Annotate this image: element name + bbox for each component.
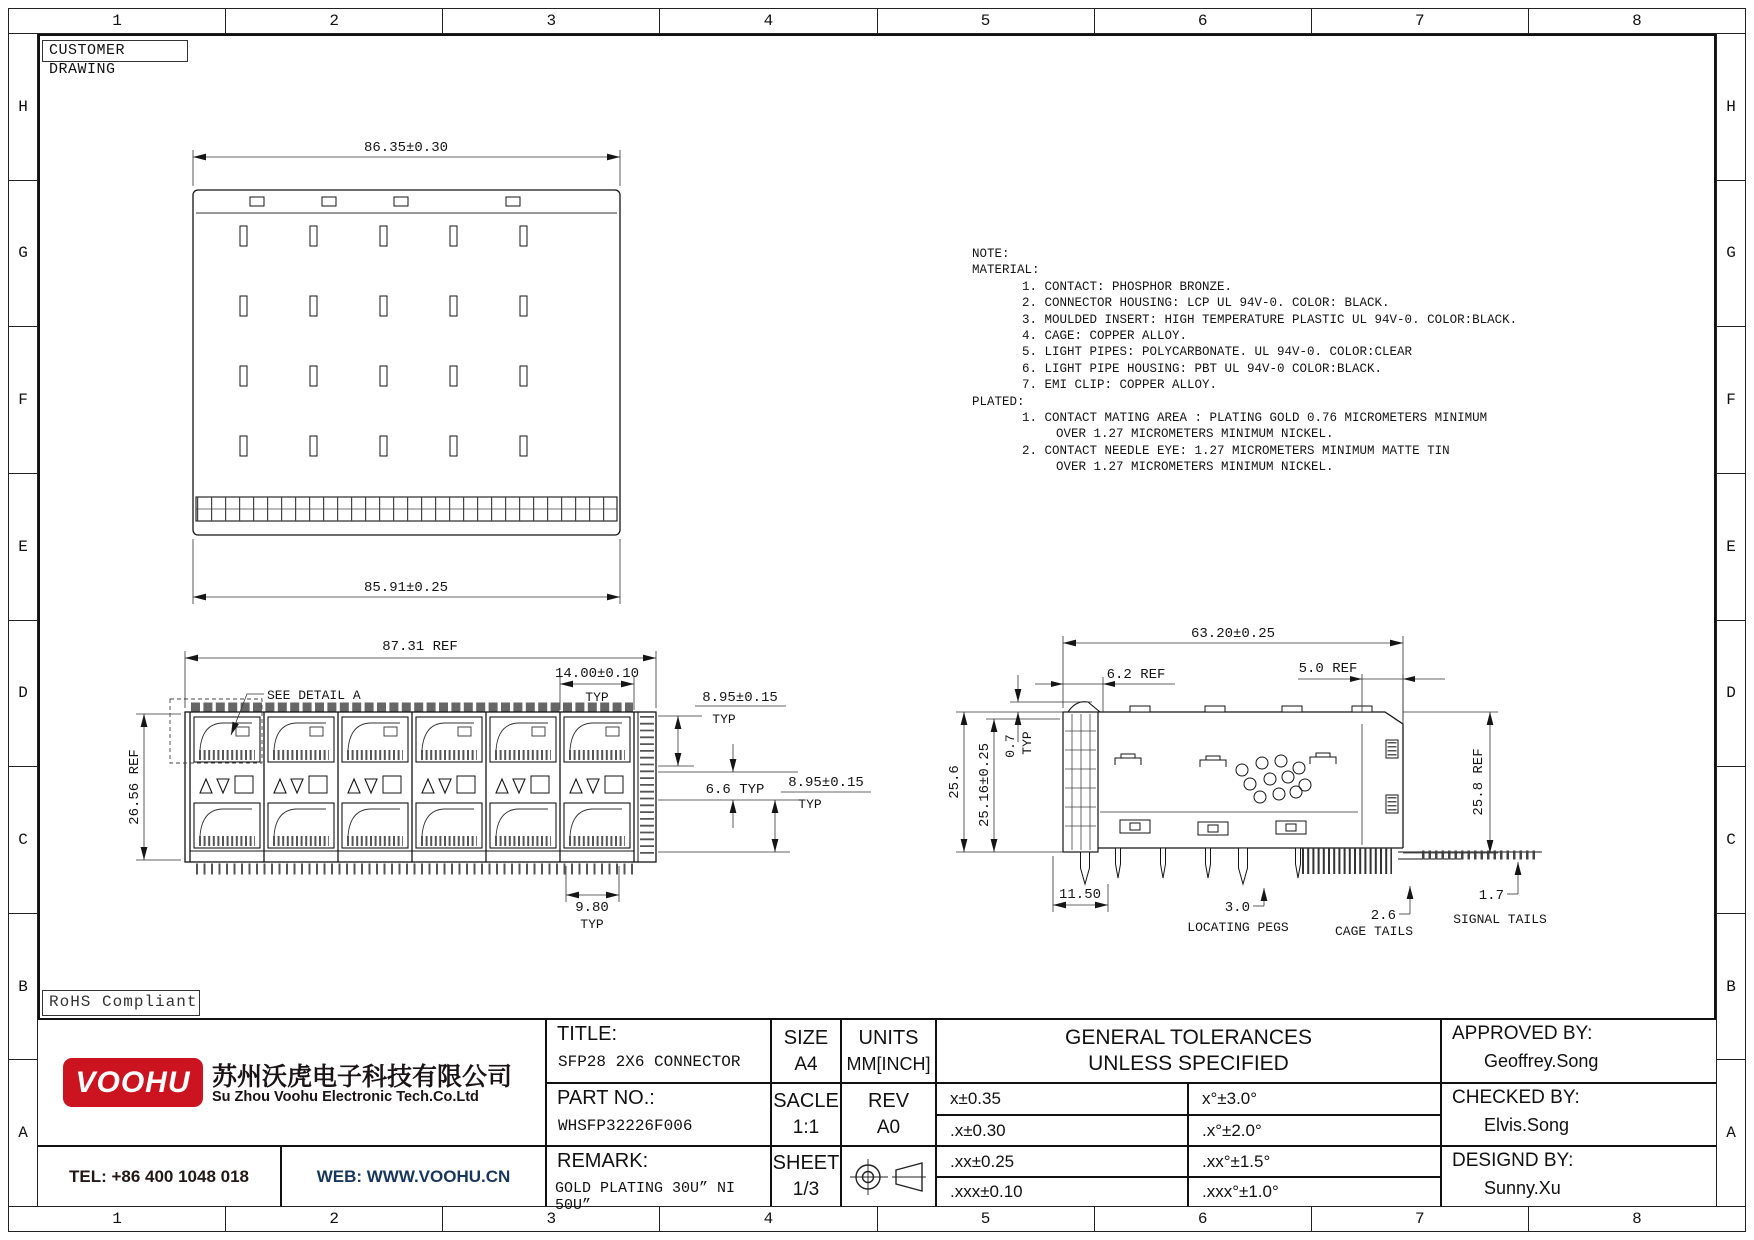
typ-label: TYP [585,690,609,705]
zone-row: B [9,914,37,1061]
third-angle-projection-icon [846,1155,932,1199]
typ-label: TYP [712,712,736,727]
tol-angular-3: .xx°±1.5° [1187,1145,1440,1176]
note-line: 1. CONTACT: PHOSPHOR BRONZE. [1022,279,1233,294]
units-label: UNITS [858,1027,919,1049]
notes-block [972,246,1517,476]
front-view [127,639,871,932]
zone-col: 8 [1632,12,1642,30]
approved-by-cell [1440,1018,1716,1082]
title-value: SFP28 2X6 CONNECTOR [558,1053,741,1071]
size-cell [770,1018,840,1082]
rohs-compliant-badge: RoHS Compliant [42,990,200,1016]
note-line: 7. EMI CLIP: COPPER ALLOY. [1022,378,1218,393]
rev-cell [840,1082,935,1145]
tel-value: TEL: +86 400 1048 018 [68,1166,250,1186]
tol-linear-1: x±0.35 [935,1082,1187,1114]
typ-label: TYP [1020,731,1035,755]
approved-by-value: Geoffrey.Song [1484,1051,1599,1071]
tol-angular-4: .xxx°±1.0° [1187,1176,1440,1206]
zone-col: 4 [660,1207,877,1231]
zone-row: G [9,181,37,328]
remark-label: REMARK: [557,1150,649,1172]
tolerances-header-line1: GENERAL TOLERANCES [1064,1026,1313,1049]
zone-col: 6 [1095,1207,1312,1231]
tol-angular-2: .x°±2.0° [1187,1114,1440,1145]
zone-col: 5 [878,1207,1095,1231]
dim-mid-band: 6.6 TYP [705,782,765,798]
side-view-vent-holes [1236,755,1311,803]
zone-col: 7 [1312,9,1529,33]
scale-cell [770,1082,840,1145]
typ-label: TYP [580,917,604,932]
voohu-logo [63,1058,203,1107]
dim-front-height: 26.56 REF [127,749,143,825]
zone-row: C [1717,767,1745,914]
projection-symbol-cell [840,1145,935,1206]
tel-cell [38,1145,280,1206]
note-line: 2. CONTACT NEEDLE EYE: 1.27 MICROMETERS MINIMUM MATTE TIN [1022,443,1450,458]
note-line: MATERIAL: [972,263,1040,278]
voohu-logo-text: VOOHU [75,1065,191,1099]
tolerances-header-cell [935,1018,1440,1082]
dim-top-width: 86.35±0.30 [363,140,449,156]
locating-pegs-label: LOCATING PEGS [1187,920,1289,935]
note-line: 1. CONTACT MATING AREA : PLATING GOLD 0.76 MICROMETERS MINIMUM [1022,411,1488,426]
dim-side-front: 6.2 REF [1106,667,1166,683]
side-view-features [1115,740,1398,835]
units-cell [840,1018,935,1082]
title-cell [545,1018,770,1082]
note-line: 4. CAGE: COPPER ALLOY. [1022,329,1188,344]
sheet-cell [770,1145,840,1206]
see-detail-a-label: SEE DETAIL A [267,688,361,703]
designed-by-value: Sunny.Xu [1484,1178,1561,1198]
typ-label: TYP [798,797,822,812]
zone-row: H [9,34,37,181]
dim-port-height-top: 8.95±0.15 [702,690,778,706]
zone-col: 4 [660,9,877,33]
zone-row: D [9,621,37,768]
dim-side-overall: 63.20±0.25 [1190,626,1276,642]
tol-angular-1: x°±3.0° [1187,1082,1440,1114]
zone-col: 7 [1312,1207,1529,1231]
top-view-emi-strip [196,497,617,521]
scale-value: 1:1 [792,1117,820,1138]
zone-row: C [9,767,37,914]
note-line: 6. LIGHT PIPE HOUSING: PBT UL 94V-0 COLOR:BLACK. [1022,361,1383,376]
note-line: PLATED: [972,394,1025,409]
zone-col: 2 [226,9,443,33]
zone-row: E [1717,474,1745,621]
dim-side-back: 5.0 REF [1298,661,1358,677]
top-view [193,140,620,604]
checked-by-label: CHECKED BY: [1452,1087,1580,1108]
zone-col: 3 [443,1207,660,1231]
size-value: A4 [794,1053,818,1075]
zone-col: 3 [443,9,660,33]
zone-col: 8 [1632,1210,1642,1228]
zone-col: 1 [9,1207,226,1231]
remark-value: GOLD PLATING 30U” NI 50U” [555,1180,736,1214]
company-name-en: Su Zhou Voohu Electronic Tech.Co.Ltd [212,1089,479,1105]
designed-by-cell [1440,1145,1716,1206]
rev-value: A0 [876,1117,901,1138]
cage-tails-label: CAGE TAILS [1334,924,1414,939]
scale-label: SACLE [773,1090,839,1112]
dim-foot-pitch: 9.80 [575,900,609,916]
dim-port-height-bottom: 8.95±0.15 [788,775,864,791]
zone-row: E [9,474,37,621]
note-line: 3. MOULDED INSERT: HIGH TEMPERATURE PLASTIC UL 94V-0. COLOR:BLACK. [1022,312,1518,327]
zone-col: 5 [878,9,1095,33]
dim-cage-tails: 2.6 [1370,908,1396,924]
dim-top-width-2: 85.91±0.25 [363,580,449,596]
tolerances-header-line2: UNLESS SPECIFIED [1088,1052,1289,1075]
note-line: 5. LIGHT PIPES: POLYCARBONATE. UL 94V-0. COLOR:CLEAR [1022,345,1413,360]
zone-row: A [1726,1124,1736,1143]
note-line: OVER 1.27 MICROMETERS MINIMUM NICKEL. [1056,427,1334,442]
zone-row: H [1717,34,1745,181]
dim-port-pitch: 14.00±0.10 [554,666,640,682]
units-value: MM[INCH] [846,1054,931,1074]
signal-tails-label: SIGNAL TAILS [1453,912,1547,927]
border-zone-columns-bottom [8,1206,1746,1232]
checked-by-value: Elvis.Song [1484,1115,1570,1135]
designed-by-label: DESIGND BY: [1452,1150,1574,1171]
zone-col: 2 [226,1207,443,1231]
company-name-cn: 苏州沃虎电子科技有限公司 [212,1063,513,1091]
zone-row: D [1717,621,1745,768]
zone-row: F [1717,327,1745,474]
rev-label: REV [867,1090,910,1112]
size-label: SIZE [783,1026,829,1049]
zone-row: B [1717,914,1745,1061]
title-label: TITLE: [557,1023,618,1045]
web-value: WEB: WWW.VOOHU.CN [316,1166,511,1186]
zone-row: F [9,327,37,474]
tol-linear-2: .x±0.30 [935,1114,1187,1145]
dim-locating-peg: 3.0 [1224,900,1250,916]
zone-col: 6 [1095,9,1312,33]
zone-row: A [18,1124,28,1143]
sheet-label: SHEET [772,1152,840,1174]
note-line: 2. CONNECTOR HOUSING: LCP UL 94V-0. COLOR: BLACK. [1022,296,1390,311]
customer-drawing-label: CUSTOMER DRAWING [42,40,188,62]
dim-side-h3: 25.8 REF [1471,748,1487,816]
tol-linear-3: .xx±0.25 [935,1145,1187,1176]
dim-side-foot: 11.50 [1058,887,1102,903]
side-view [947,626,1547,939]
approved-by-label: APPROVED BY: [1452,1023,1593,1044]
zone-row: G [1717,181,1745,328]
remark-cell [545,1145,770,1214]
dim-signal-tails: 1.7 [1478,888,1504,904]
part-no-label: PART NO.: [557,1087,655,1109]
note-line: OVER 1.27 MICROMETERS MINIMUM NICKEL. [1056,460,1334,475]
dim-front-overall: 87.31 REF [382,639,458,655]
dim-side-h2: 25.16±0.25 [977,742,993,828]
part-no-cell [545,1082,770,1145]
side-view-pins [1081,848,1301,884]
zone-col: 1 [9,9,226,33]
dim-side-tab: 0.7 [1003,734,1018,758]
tol-linear-4: .xxx±0.10 [935,1176,1187,1206]
dim-side-h1: 25.6 [947,765,963,799]
sheet-value: 1/3 [792,1179,820,1200]
note-line: NOTE: [972,247,1010,261]
part-no-value: WHSFP32226F006 [558,1117,693,1135]
top-view-slot-grid [240,226,527,456]
checked-by-cell [1440,1082,1716,1145]
web-cell [280,1145,545,1206]
